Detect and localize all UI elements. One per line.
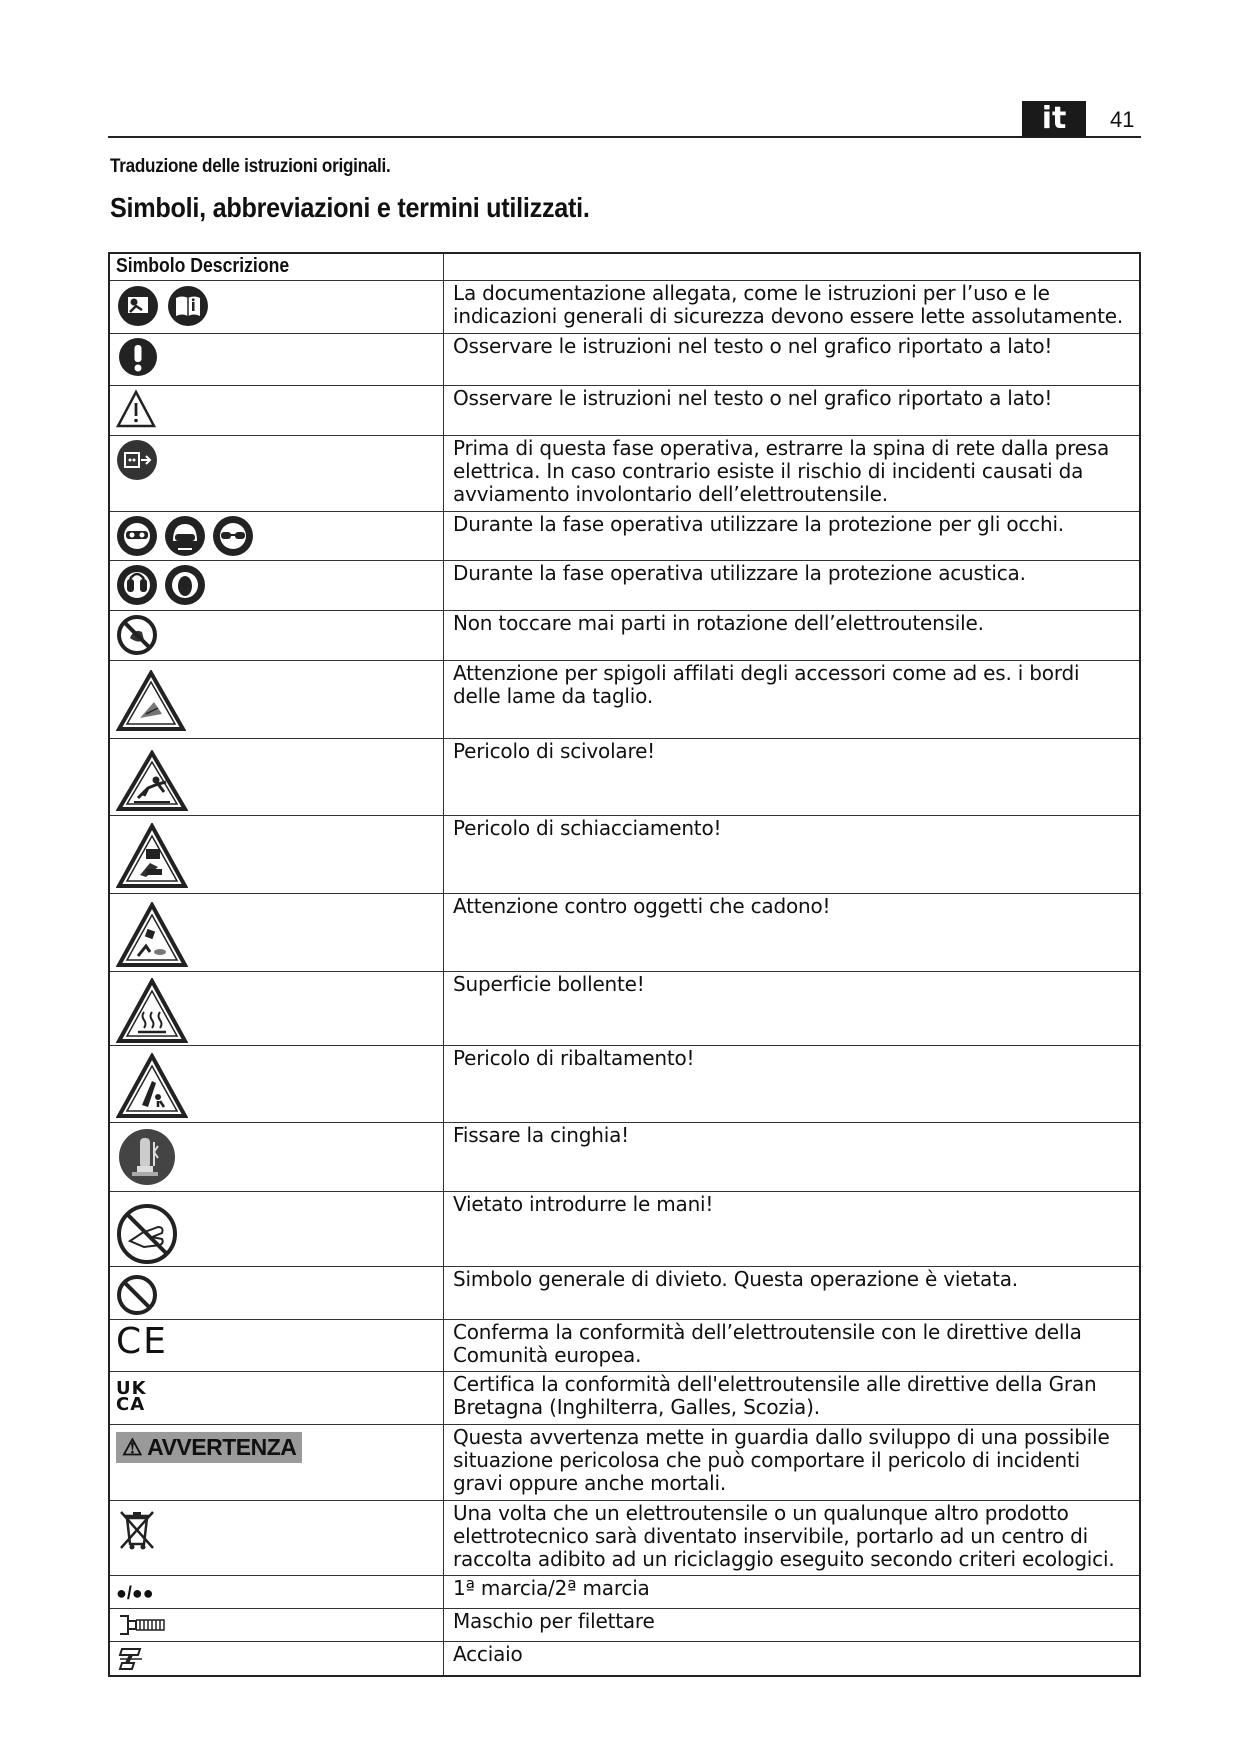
ukca-mark-icon — [116, 1378, 147, 1415]
ear-protection-icon — [116, 564, 158, 606]
read-manual-icon — [116, 284, 160, 328]
table-row — [110, 1371, 1139, 1424]
table-row — [110, 610, 1139, 660]
sharp-edges-warning-icon — [116, 670, 186, 732]
symbol-cell — [110, 436, 444, 511]
symbol-cell — [110, 561, 444, 610]
symbol-cell — [110, 1192, 444, 1266]
slip-hazard-icon — [116, 750, 188, 812]
fasten-strap-icon — [118, 1128, 176, 1186]
table-row — [110, 1191, 1139, 1266]
description-cell: Osservare le istruzioni nel testo o nel grafico riportato a lato! — [453, 334, 1053, 358]
table-row — [110, 893, 1139, 971]
description-cell: Simbolo generale di divieto. Questa operazione è vietata. — [453, 1267, 1018, 1291]
description-cell: Attenzione per spigoli affilati degli accessori come ad es. i bordi delle lame da taglio. — [453, 661, 1080, 708]
symbol-cell — [110, 739, 444, 815]
symbols-table — [108, 252, 1141, 1677]
description-cell: Certifica la conformità dell'elettroutensile alle direttive della Gran Bretagna (Inghilterra, Galles, Scozia). — [453, 1372, 1097, 1419]
table-row — [110, 435, 1139, 511]
ukca-line-2: CA — [116, 1394, 146, 1415]
crossed-bin-icon — [116, 1508, 158, 1552]
symbol-cell — [110, 611, 444, 660]
warning-triangle-small-icon: ⚠ — [122, 1434, 143, 1460]
description-cell: Osservare le istruzioni nel testo o nel grafico riportato a lato! — [453, 386, 1053, 410]
description-cell: Non toccare mai parti in rotazione dell’elettroutensile. — [453, 611, 984, 635]
description-cell: Superficie bollente! — [453, 972, 645, 996]
symbol-cell — [110, 1320, 444, 1371]
description-cell: Pericolo di scivolare! — [453, 739, 655, 763]
page-number: 41 — [1110, 107, 1135, 132]
safety-glasses-icon — [212, 515, 254, 557]
description-cell: Acciaio — [453, 1642, 523, 1666]
falling-objects-icon — [116, 902, 188, 968]
table-row — [110, 511, 1139, 560]
description-cell: Pericolo di schiacciamento! — [453, 816, 722, 840]
table-row — [110, 1641, 1139, 1675]
table-row — [110, 385, 1139, 435]
exclamation-circle-icon — [118, 337, 158, 377]
table-row — [110, 333, 1139, 385]
symbol-cell — [110, 894, 444, 971]
description-cell: Maschio per filettare — [453, 1609, 655, 1633]
description-cell: Durante la fase operativa utilizzare la protezione acustica. — [453, 561, 1026, 585]
table-row — [110, 1319, 1139, 1371]
symbol-cell — [110, 816, 444, 893]
table-row — [110, 1575, 1139, 1608]
ukca-line-1: UK — [116, 1378, 147, 1399]
info-book-icon — [166, 284, 210, 328]
table-row — [110, 660, 1139, 738]
description-cell: Durante la fase operativa utilizzare la protezione per gli occhi. — [453, 512, 1064, 536]
symbol-cell — [110, 334, 444, 385]
no-touch-rotating-icon — [116, 614, 158, 656]
symbol-cell — [110, 512, 444, 560]
crush-hazard-icon — [116, 823, 188, 889]
symbol-cell — [110, 1425, 444, 1500]
description-cell: Questa avvertenza mette in guardia dallo sviluppo di una possibile situazione pericolosa che può comportare il pericolo di incidenti gravi oppure anche mortali. — [453, 1425, 1110, 1495]
avvertenza-badge-icon — [116, 1432, 302, 1463]
gear-dots-icon: ●/●● — [116, 1583, 154, 1603]
table-header-label: Simbolo Descrizione — [116, 255, 290, 277]
table-row — [110, 1122, 1139, 1191]
symbol-cell — [110, 1267, 444, 1319]
symbol-cell — [110, 1123, 444, 1191]
symbol-cell — [110, 1372, 444, 1424]
table-row — [110, 971, 1139, 1045]
subtitle: Traduzione delle istruzioni originali. — [110, 156, 391, 177]
symbol-cell — [110, 1046, 444, 1122]
description-cell: Vietato introdurre le mani! — [453, 1192, 714, 1216]
description-cell: Prima di questa fase operativa, estrarre la spina di rete dalla presa elettrica. In caso contrario esiste il rischio di incidenti causati da avviamento involontario dell’elettroutensile. — [453, 436, 1110, 506]
warning-triangle-icon — [116, 389, 156, 429]
table-row — [110, 1045, 1139, 1122]
unplug-icon — [116, 439, 158, 481]
no-hands-icon — [116, 1203, 178, 1265]
table-row — [110, 815, 1139, 893]
description-cell: Pericolo di ribaltamento! — [453, 1046, 695, 1070]
description-cell: La documentazione allegata, come le istruzioni per l’uso e le indicazioni generali di sicurezza devono essere lette assolutamente. — [453, 281, 1123, 328]
symbol-cell — [110, 386, 444, 435]
language-tab: it — [1022, 101, 1086, 137]
table-row — [110, 1266, 1139, 1319]
table-row — [110, 280, 1139, 333]
header-rule — [108, 136, 1141, 138]
symbol-cell — [110, 1642, 444, 1675]
description-cell: Conferma la conformità dell’elettroutensile con le direttive della Comunità europea. — [453, 1320, 1082, 1367]
symbol-cell — [110, 972, 444, 1045]
page-title: Simboli, abbreviazioni e termini utilizzati. — [110, 192, 590, 223]
table-row — [110, 738, 1139, 815]
symbol-cell — [110, 661, 444, 738]
table-header-row — [110, 254, 1139, 280]
face-shield-icon — [116, 515, 158, 557]
tipping-hazard-icon — [116, 1053, 188, 1119]
table-header-symbol — [110, 254, 444, 280]
avvertenza-label: AVVERTENZA — [147, 1434, 297, 1460]
prohibition-icon — [116, 1274, 158, 1316]
steel-icon — [116, 1645, 146, 1673]
table-row — [110, 1608, 1139, 1641]
table-header-desc — [444, 254, 1139, 280]
description-cell: Attenzione contro oggetti che cadono! — [453, 894, 831, 918]
goggles-icon — [164, 515, 206, 557]
symbol-cell — [110, 281, 444, 333]
description-cell: Fissare la cinghia! — [453, 1123, 629, 1147]
tap-icon — [116, 1612, 168, 1638]
symbol-cell — [110, 1501, 444, 1575]
table-row — [110, 1500, 1139, 1575]
description-cell: 1ª marcia/2ª marcia — [453, 1576, 650, 1600]
description-cell: Una volta che un elettroutensile o un qualunque altro prodotto elettrotecnico sarà diventato inservibile, portarlo ad un centro di raccolta adibito ad un riciclaggio eseguito secondo criteri ecologici. — [453, 1501, 1115, 1571]
symbol-cell — [110, 1609, 444, 1641]
table-row — [110, 1424, 1139, 1500]
ear-muffs-icon — [164, 564, 206, 606]
ce-mark-icon: CE — [116, 1321, 168, 1362]
table-row — [110, 560, 1139, 610]
symbol-cell — [110, 1576, 444, 1608]
hot-surface-icon — [116, 978, 188, 1044]
